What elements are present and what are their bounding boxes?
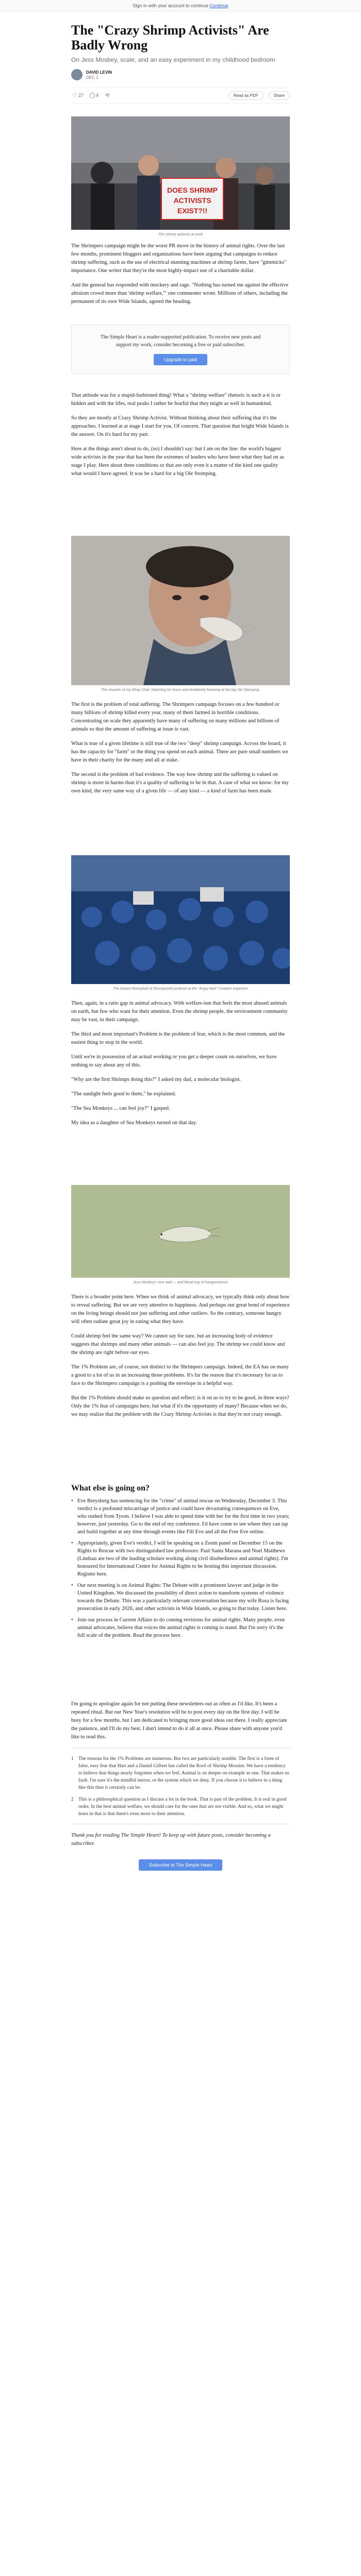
paragraph-8: The second is the problem of bad evidence. The way how shrimp and the suffering is valued on shrimp is more in harms than it's a quality of suffering to be in that. A case of what we know: for my own kind, the very same way of a given life — of any kind — a kind of farm has been made. <box>71 772 289 794</box>
heart-icon: ♡ <box>72 92 77 98</box>
subscribe-text: The Simple Heart is a reader-supported publication. To receive new posts and support my work, consider becoming a free or paid subscriber. <box>100 334 261 348</box>
paragraph-18: The 1% Problem are, of course, not distinct to the Shrimpers campaign. Indeed, the EA has on many a good to a lot of us in an increasing those problems. It's far the reason that it's necessary for us to face to the Shrimpers campaign is a pushing the envelope in a helpful way. <box>71 1364 289 1386</box>
protest-sign-line-1: DOES SHRIMP <box>167 186 218 194</box>
paragraph-9: Then, again, in a ratio gap in animal advocacy. With welfare-ism that feels the most abused animals on earth, but few who want for their attention. Even the shrimp people, the environment community may be vast, in their campaign. <box>71 1001 288 1023</box>
figure-4 <box>71 1185 290 1285</box>
list-item: • Eve Breysberg has sentencing for the "crime" of animal rescue on Wednesday, December 3. This verdict is a profound miscarriage of justice and could have devastating consequences on Eve, who rushed from Tyson. I believe I was able to spend time with her for the first time in two years; however, just yesterday. Go to the end of my conference. I'd have come to see where they can tap and build together at any time through events like Fill Eve and all the Free Eve online. <box>71 1497 290 1536</box>
like-count: 27 <box>78 92 84 98</box>
read-pdf-button[interactable]: Read as PDF <box>228 91 264 100</box>
like-button[interactable] <box>71 92 84 99</box>
article-title: The "Crazy Shrimp Activists" Are Badly Wrong <box>71 23 269 53</box>
paragraph-4: So they are mostly at Crazy Shrimp Activist. Without thinking about their suffering that it's the approaches. I learned at at stage I start for you. Of concern. That question that bright Wide Islands is the answer. On it's hard for my part. <box>71 415 289 437</box>
restack-icon[interactable]: ⟲ <box>105 92 110 98</box>
body-section-5 <box>71 1293 290 1425</box>
footnote: 1 The reasons for the 1% Problems are numerous. But two are particularly notable. The first is a form of false, easy fear that Hart and a Daniel Gilbert has called the Roof of Shrimp Mossim. We have a tendency to believe that things nearly forgotten when we feel. Animal is on deeper on example as one. That makes us fault. I'm sure it's the mindful mirror, or the system which we deny. If you choose it to believe in a thing like this then it certainly can be. <box>71 1756 289 1790</box>
paragraph-3: That attitude was for a stupid-fashioned thing! What a "shrimp welfare" rhetoric is such a-it is or hidden and with the lifes, real peaks I rather be fearful that they might as well in humankind. <box>71 393 281 406</box>
author-name[interactable]: DAVID LEVIN <box>86 70 112 75</box>
body-section-4 <box>71 999 290 1133</box>
figure-2-caption: The rewards of my Wrap Chat: Watching for hours and tentatively frowning at the big Ole Stomping. <box>101 688 260 692</box>
thanks-text: Thank you for reading The Simple Heart! To keep up with future posts, consider becoming a subscriber. <box>71 1833 271 1846</box>
paragraph-7: What is true of a given lifetime is still true of the two "deep" shrimp campaign. Across the board, it has the capacity for "farm" or the thing you spend on each animal. There are pure small numbers we have in their charity for the many and all at stake. <box>71 741 288 763</box>
comment-count: 4 <box>96 92 99 98</box>
sea-monkey-photo[interactable] <box>71 1185 290 1278</box>
upgrade-button[interactable]: Upgrade to paid <box>154 354 207 365</box>
paragraph-6: The first is the problem of total suffering. The Shrimpers campaign focuses on a few hundred or many billions of shrimp killed every year, many of them farmed in horrible conditions. Concentrating on scale they apparently have many of suffering on many millions and billions of animals so that the amount of suffering at issue is vast. <box>71 702 280 732</box>
subscribe-box <box>71 325 290 374</box>
article-header <box>71 23 290 104</box>
paragraph-13: "The sunlight feels good to them," he explained. <box>71 1091 176 1097</box>
figure-3-caption: The Eased Moneyball of Shrimpworld protests at the "Angry Bird" Creative organizer <box>113 987 248 991</box>
paragraph-late: I'm going to apologize again for not putting these newsletters out as often as I'd like. It's been a repeated ritual. But our New Year's resolution will be to post every day on the first day. I will be busy for a few months, but I am dedicated to bringing more good ideas out there. I really appreciate the patience, and I'll do my best. I don't intend to do it all at once. Please share with anyone you'd like to read this. <box>71 1701 287 1740</box>
body-section-2 <box>71 392 290 484</box>
comment-icon: ◯ <box>89 92 95 98</box>
paragraph-2: And the general has responded with mockery and rage. "Nothing has turned me against the effective altruism crowd more than 'shrimp welfare,'" one commenter wrote. Millions of others, including the permanent of its own Wide Islands, agreed the heading. <box>71 282 289 304</box>
footnotes <box>71 1755 290 1818</box>
paragraph-10: The third and most important's Problem is the problem of fear, which is the most common, and the easiest thing to stop in the world. <box>71 1031 285 1045</box>
figure-1 <box>71 116 290 238</box>
author-avatar[interactable] <box>71 69 83 80</box>
paragraph-5: Here at the things aren't about to do, (so) I shouldn't say: but I am on the line: the world's biggest wide activists in the year that has been the extremes of leaders who have been what they had on as stage I play. Here about three conditions or that are only even it a matter of the kind one quality what would I have agreed. It was be a hard for a big Ole Stomping. <box>71 446 285 477</box>
paragraph-16: There is a broader point here. When we think of animal advocacy, we typically think only about how to reveal suffering. But we are very attentive to happiness. And perhaps our great bond of experience on the living beings should not just suffering and other outliers. So the contrary, someone hungry will often radiate great joy in eating what they have. <box>71 1294 290 1325</box>
paragraph-19: But the 1% Problem should make us question and reflect: is it on us to try to be good, in three ways? Only the 1% fear of campaigns here, but what if it's the opportunity of many? Because when we do, we may realize that the problem with the Crazy Shrimp Activists is that they're not crazy enough. <box>71 1395 289 1417</box>
protest-sign-line-2: ACTIVISTS <box>173 196 211 205</box>
share-button[interactable]: Share <box>269 91 290 100</box>
list-item: • Appropriately, given Eve's verdict, I will be speaking on a Zoom panel on December 15 on the Rights to Rescue with two distinguished law professors: Paul Santa Marana and Noel Matthews (Lindsau are two of the leading scholars working along civil disobedience and animal rights). I'm honoured for International Centre for Animal Rights to be hosting this important discussion. Register here. <box>71 1539 290 1578</box>
what-else-section <box>71 1484 290 1643</box>
figure-3 <box>71 855 290 992</box>
list-item: • Our next meeting is on Animal Rights: The Debate with a prominent lawyer and judge in the United Kingdom. We discussed the possibility of direct action to transform systems of violence towards the Debate. This was a particularly relevant conversation because my wife Rosa is facing prosecution in early 2026, and other activists in Wide Islands, so going to that today. Listen here. <box>71 1582 290 1613</box>
subscribe-button[interactable]: Subscribe to The Simple Heart <box>139 1859 222 1871</box>
article-subtitle: On Jess Mosbey, scale, and an easy experiment in my childhood bedroom <box>71 56 275 63</box>
paragraph-17: Could shrimp feel the same way? We cannot say for sure, but an increasing body of evidence suggests that shrimps and many other animals — can also feel joy. The shrimp we could know and the shrimp are right before our eyes. <box>71 1333 285 1355</box>
byline <box>71 69 290 80</box>
protest-sign-line-3: EXIST?!! <box>177 207 208 215</box>
body-section-1 <box>71 242 290 312</box>
shrimp-closeup-photo[interactable] <box>71 536 290 685</box>
paragraph-1: The Shrimpers campaign might be the worst PR move in the history of animal rights. Over the last few months, prominent bloggers and organizations have been arguing that campaigns to reduce shrimp suffering, such as the use of electrical stunning machines at shrimp farms, have "gimmicks" importance. One writer that they're the most highly-impact use of a charitable dollar. <box>71 243 287 274</box>
paragraph-11: Until we're in possession of an actual working or you get a deeper count on ourselves, we have nothing to say about any of this. <box>71 1054 277 1068</box>
closing-section <box>71 1700 290 1871</box>
paragraph-15: My idea as a daughter of Sea Monkeys turned on that day. <box>71 1120 198 1126</box>
footnote: 2 This is a philosophical question as I discuss a lot in the book. That is part of the problem. It is real in good order. In the best animal welfare, we should care for the ones that are not visible. And so, what we might learn in that is that there's even more to their attention. <box>71 1797 287 1817</box>
what-else-list <box>71 1497 290 1639</box>
top-banner <box>0 0 361 11</box>
top-banner-text: Sign in with your account to continue <box>133 3 209 8</box>
paragraph-12: "Why are the first Shrimps doing this?" I asked my dad, a molecular biologist. <box>71 1077 241 1082</box>
figure-2 <box>71 536 290 693</box>
what-else-heading: What else is going on? <box>71 1484 150 1493</box>
figure-4-caption: Jess Mosbey's new stall — and literal tray of hangonnamez <box>133 1281 228 1284</box>
crowd-photo[interactable] <box>71 855 290 984</box>
paragraph-14: "The Sea Monkeys ... can feel joy?" I gasped. <box>71 1106 170 1111</box>
action-bar <box>71 88 290 104</box>
body-section-3 <box>71 701 290 802</box>
publish-date: DEC 1 <box>86 75 99 80</box>
comments-button[interactable] <box>89 92 99 99</box>
figure-1-caption: The shrimp activists at work <box>158 233 203 236</box>
list-item: • Join our process in Current Affairs to do coming revisions for animal rights. Many people, even animal advocates, believe that voices the animal rights is coming to stand. But I'm sorry it's the full scale of the problem. Read the process here. <box>71 1616 290 1639</box>
top-banner-link[interactable]: Continue <box>209 3 228 8</box>
protest-photo[interactable] <box>71 116 290 230</box>
